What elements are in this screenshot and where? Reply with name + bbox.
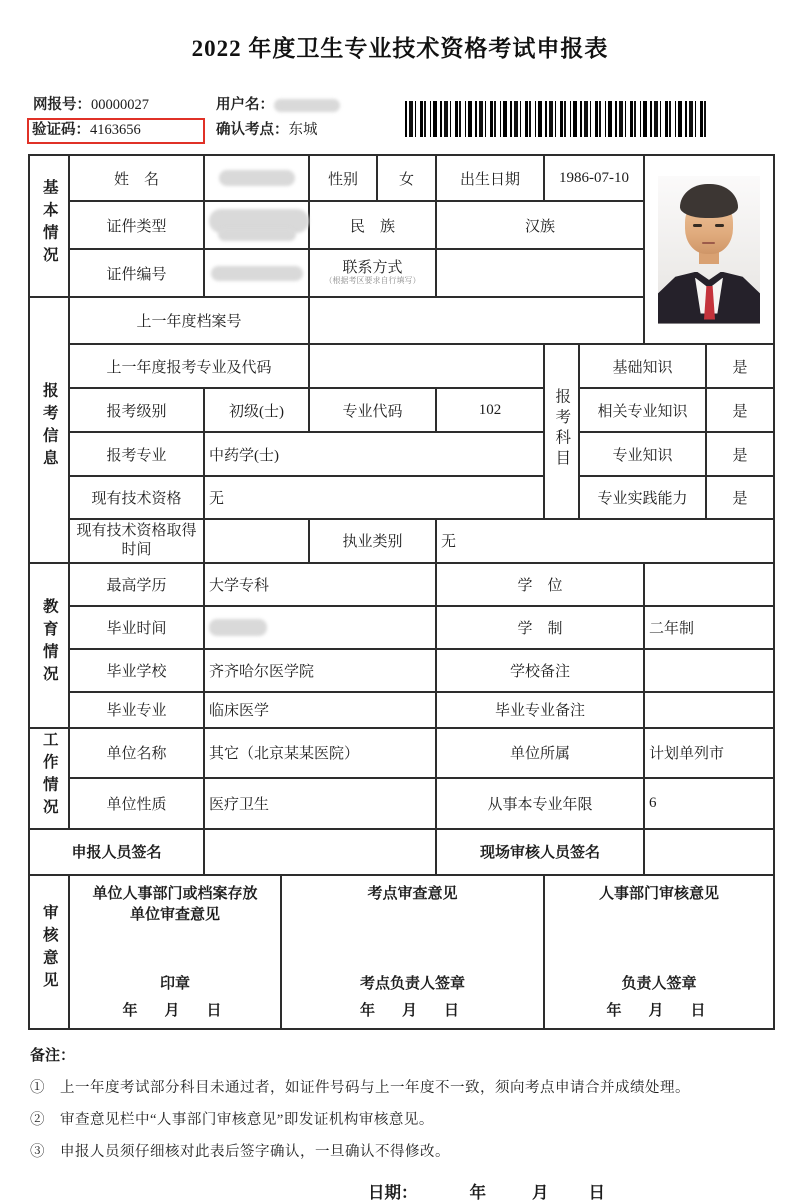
review-col3-date: 年 月 日 [606,1002,712,1019]
notes-section [30,1044,770,1203]
degree-label: 最高学历 [69,563,204,606]
ethnic-label: 民 族 [309,201,436,249]
note-item-1: ① 上一年度考试部分科目未通过者，如证件号码与上一年度不一致，须向考点申请合并成绩处理。 [30,1079,690,1096]
note-item-2: ② 审查意见栏中“人事部门审核意见”即发证机构审核意见。 [30,1111,434,1128]
grad-time-value [204,606,436,649]
employer-nature-value: 医疗卫生 [204,778,436,829]
contact-note: （根据考区要求自行填写） [324,275,421,285]
contact-label: 联系方式 [342,259,403,276]
subject-value: 是 [706,476,774,519]
prev-file-value [309,297,644,344]
id-number-value [204,249,309,297]
id-photo-cell [644,155,774,344]
birth-value: 1986-07-10 [544,155,644,201]
grad-major-label: 毕业专业 [69,692,204,728]
subject-label: 专业实践能力 [579,476,706,519]
form-date-row [368,1179,770,1203]
grad-time-label: 毕业时间 [69,606,204,649]
username-label: 用户名： [216,97,274,113]
school-value: 齐齐哈尔医学院 [204,649,436,692]
username-field [210,93,340,118]
current-qual-value: 无 [204,476,544,519]
page-title: 2022 年度卫生专业技术资格考试申报表 [191,36,609,61]
redacted-username [274,99,340,112]
review-col1-title-line1: 单位人事部门或档案存放 [92,885,258,902]
major-label: 报考专业 [69,432,204,476]
confirm-site-field [210,118,318,144]
qual-time-value [204,519,309,563]
prev-major-label: 上一年度报考专业及代码 [69,344,309,388]
note-item-3: ③ 申报人员须仔细核对此表后签字确认，一旦确认不得修改。 [30,1143,450,1160]
net-report-number [28,93,210,118]
net-report-label: 网报号： [33,97,91,113]
employer-nature-label: 单位性质 [69,778,204,829]
review-col2-stamp: 考点负责人签章 [359,975,465,992]
current-qual-label: 现有技术资格 [69,476,204,519]
subject-label: 基础知识 [579,344,706,388]
level-label: 报考级别 [69,388,204,432]
id-type-value [204,201,309,249]
prev-file-label: 上一年度档案号 [69,297,309,344]
section-work-info: 工作情况 [29,728,69,829]
work-years-label: 从事本专业年限 [436,778,644,829]
grad-major-note-label: 毕业专业备注 [436,692,644,728]
contact-label-cell [309,249,436,297]
captcha-value: 4163656 [90,122,141,138]
name-value [204,155,309,201]
contact-value [436,249,644,297]
school-note-value [644,649,774,692]
employer-value: 其它（北京某某医院） [204,728,436,779]
subject-label: 相关专业知识 [579,388,706,432]
review-col2-date: 年 月 日 [359,1002,465,1019]
review-col3-stamp: 负责人签章 [621,975,697,992]
affiliation-value: 计划单列市 [644,728,774,779]
reviewer-signature-label: 现场审核人员签名 [436,829,644,875]
review-col1-date: 年 月 日 [122,1002,228,1019]
redacted-grad-time [209,619,267,636]
birth-label: 出生日期 [436,155,544,201]
section-review-opinion: 审核意见 [29,875,69,1029]
school-note-label: 学校备注 [436,649,644,692]
qual-time-label: 现有技术资格取得时间 [69,519,204,563]
major-code-value: 102 [436,388,544,432]
date-day: 日 [588,1182,605,1202]
section-education-info: 教育情况 [29,563,69,728]
redacted-id-number [211,266,303,281]
gender-label: 性别 [309,155,377,201]
degree-value: 大学专科 [204,563,436,606]
barcode [405,101,710,137]
grad-major-value: 临床医学 [204,692,436,728]
gender-value: 女 [377,155,436,201]
major-code-label: 专业代码 [309,388,436,432]
review-col1-title-line2: 单位审查意见 [129,907,220,924]
redacted-name [219,170,295,186]
subject-value: 是 [706,344,774,388]
section-apply-info: 报考信息 [29,297,69,563]
school-label: 毕业学校 [69,649,204,692]
prev-major-value [309,344,544,388]
review-col1-stamp: 印章 [159,975,190,992]
captcha-highlight-box [27,118,205,144]
schooling-label: 学 制 [436,606,644,649]
applicant-signature-value [204,829,436,875]
subject-label: 专业知识 [579,432,706,476]
practice-type-label: 执业类别 [309,519,436,563]
level-value: 初级(士) [204,388,309,432]
subject-value: 是 [706,432,774,476]
major-value: 中药学(士) [204,432,544,476]
academic-degree-label: 学 位 [436,563,644,606]
name-label: 姓 名 [69,155,204,201]
notes-title: 备注： [30,1047,76,1064]
exam-subjects-header: 报考科目 [544,344,579,519]
redacted-id-type [209,209,304,241]
review-col2-title: 考点审查意见 [367,885,458,902]
employer-label: 单位名称 [69,728,204,779]
date-year: 年 [469,1182,486,1202]
ethnic-value: 汉族 [436,201,644,249]
reviewer-signature-value [644,829,774,875]
practice-type-value: 无 [436,519,774,563]
date-month: 月 [532,1182,549,1202]
confirm-site-label: 确认考点： [216,122,289,138]
affiliation-label: 单位所属 [436,728,644,779]
id-type-label: 证件类型 [69,201,204,249]
schooling-value: 二年制 [644,606,774,649]
review-col3-title: 人事部门审核意见 [598,885,719,902]
confirm-site-value: 东城 [288,122,318,138]
work-years-value: 6 [644,778,774,829]
date-label: 日期： [368,1182,418,1202]
academic-degree-value [644,563,774,606]
applicant-signature-label: 申报人员签名 [29,829,204,875]
review-col-employer [69,875,281,1029]
review-col-examsite [281,875,544,1029]
subject-value: 是 [706,388,774,432]
grad-major-note-value [644,692,774,728]
section-basic-info: 基本情况 [29,155,69,297]
captcha-label: 验证码： [32,122,90,138]
net-report-value: 00000027 [91,97,149,113]
id-number-label: 证件编号 [69,249,204,297]
header-info [28,93,340,144]
applicant-photo [658,176,760,324]
application-form-table [28,154,775,1030]
review-col-hr [544,875,774,1029]
form-header [28,93,772,144]
